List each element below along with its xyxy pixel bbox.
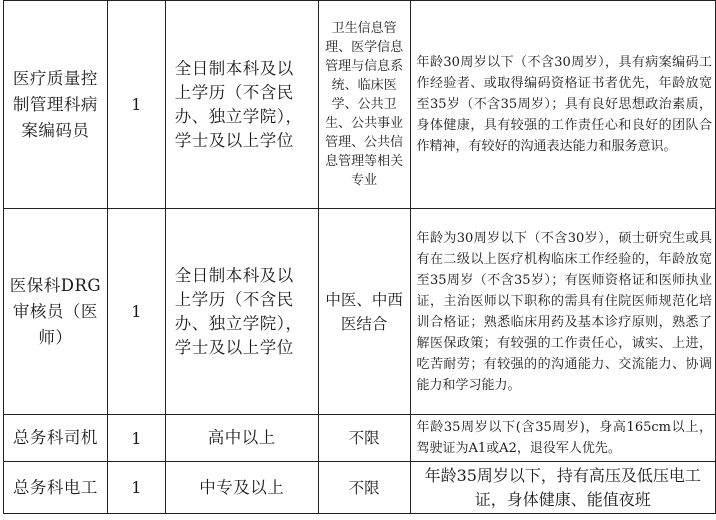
requirements-cell: 年龄为30周岁以下（不含30岁），硕士研究生或具有在二级以上医疗机构临床工作经验的，年龄放宽至35周岁（不含35岁）；有医师资格证和医师执业证，主治医师以下职称的需具有住院医师规范化培训合格证；熟悉临床用药及基本诊疗原则，熟悉了解医保政策；有较强的工作责任心，诚实、上进，吃苦耐劳；有较强的的沟通能力、交流能力、协调能力和学习能力。 xyxy=(410,209,715,415)
table-row xyxy=(4,209,716,415)
education-text: 全日制本科及以上学历（不含民办、独立学院），学士及以上学位 xyxy=(174,58,303,150)
requirements-cell: 年龄35周岁以下(含35周岁)，身高165cm以上，驾驶证为A1或A2，退役军人优先。 xyxy=(410,415,715,462)
count-cell: 1 xyxy=(107,209,165,415)
major-text: 中医、中西医结合 xyxy=(325,290,403,333)
position-text: 医保科DRG审核员（医师） xyxy=(9,275,102,347)
major-cell xyxy=(318,1,410,209)
position-text: 总务科司机 xyxy=(12,428,98,447)
position-cell xyxy=(4,1,108,209)
education-cell: 中专及以上 xyxy=(165,462,318,514)
major-text: 卫生信息管理、医学信息管理与信息系统、临床医学、公共卫生、公共事业管理、公共信息管理等相关专业 xyxy=(325,21,404,188)
table-row xyxy=(4,415,716,462)
table-row xyxy=(4,1,716,209)
table-row xyxy=(4,462,716,514)
requirements-cell: 年龄30周岁以下（不含30周岁），具有病案编码工作经验者、或取得编码资格证书者优先，年龄放宽至35岁（不含35周岁）；具有良好思想政治素质，身体健康，具有较强的工作责任心和良好的团队合作精神，有较好的沟通表达能力和服务意识。 xyxy=(410,1,715,209)
count-cell: 1 xyxy=(107,1,165,209)
position-cell xyxy=(4,209,108,415)
recruitment-table xyxy=(3,0,716,514)
position-cell xyxy=(4,415,108,462)
position-cell xyxy=(4,462,108,514)
education-cell xyxy=(165,1,318,209)
major-cell xyxy=(318,209,410,415)
position-text: 总务科电工 xyxy=(12,477,98,497)
education-text: 全日制本科及以上学历（不含民办、独立学院），学士及以上学位 xyxy=(174,265,303,357)
position-text: 医疗质量控制管理科病案编码员 xyxy=(12,68,98,140)
education-cell: 高中以上 xyxy=(165,415,318,462)
count-cell: 1 xyxy=(107,415,165,462)
education-cell xyxy=(165,209,318,415)
major-cell: 不限 xyxy=(318,415,410,462)
count-cell: 1 xyxy=(107,462,165,514)
major-cell: 不限 xyxy=(318,462,410,514)
requirements-cell: 年龄35周岁以下，持有高压及低压电工证，身体健康、能值夜班 xyxy=(410,462,715,514)
